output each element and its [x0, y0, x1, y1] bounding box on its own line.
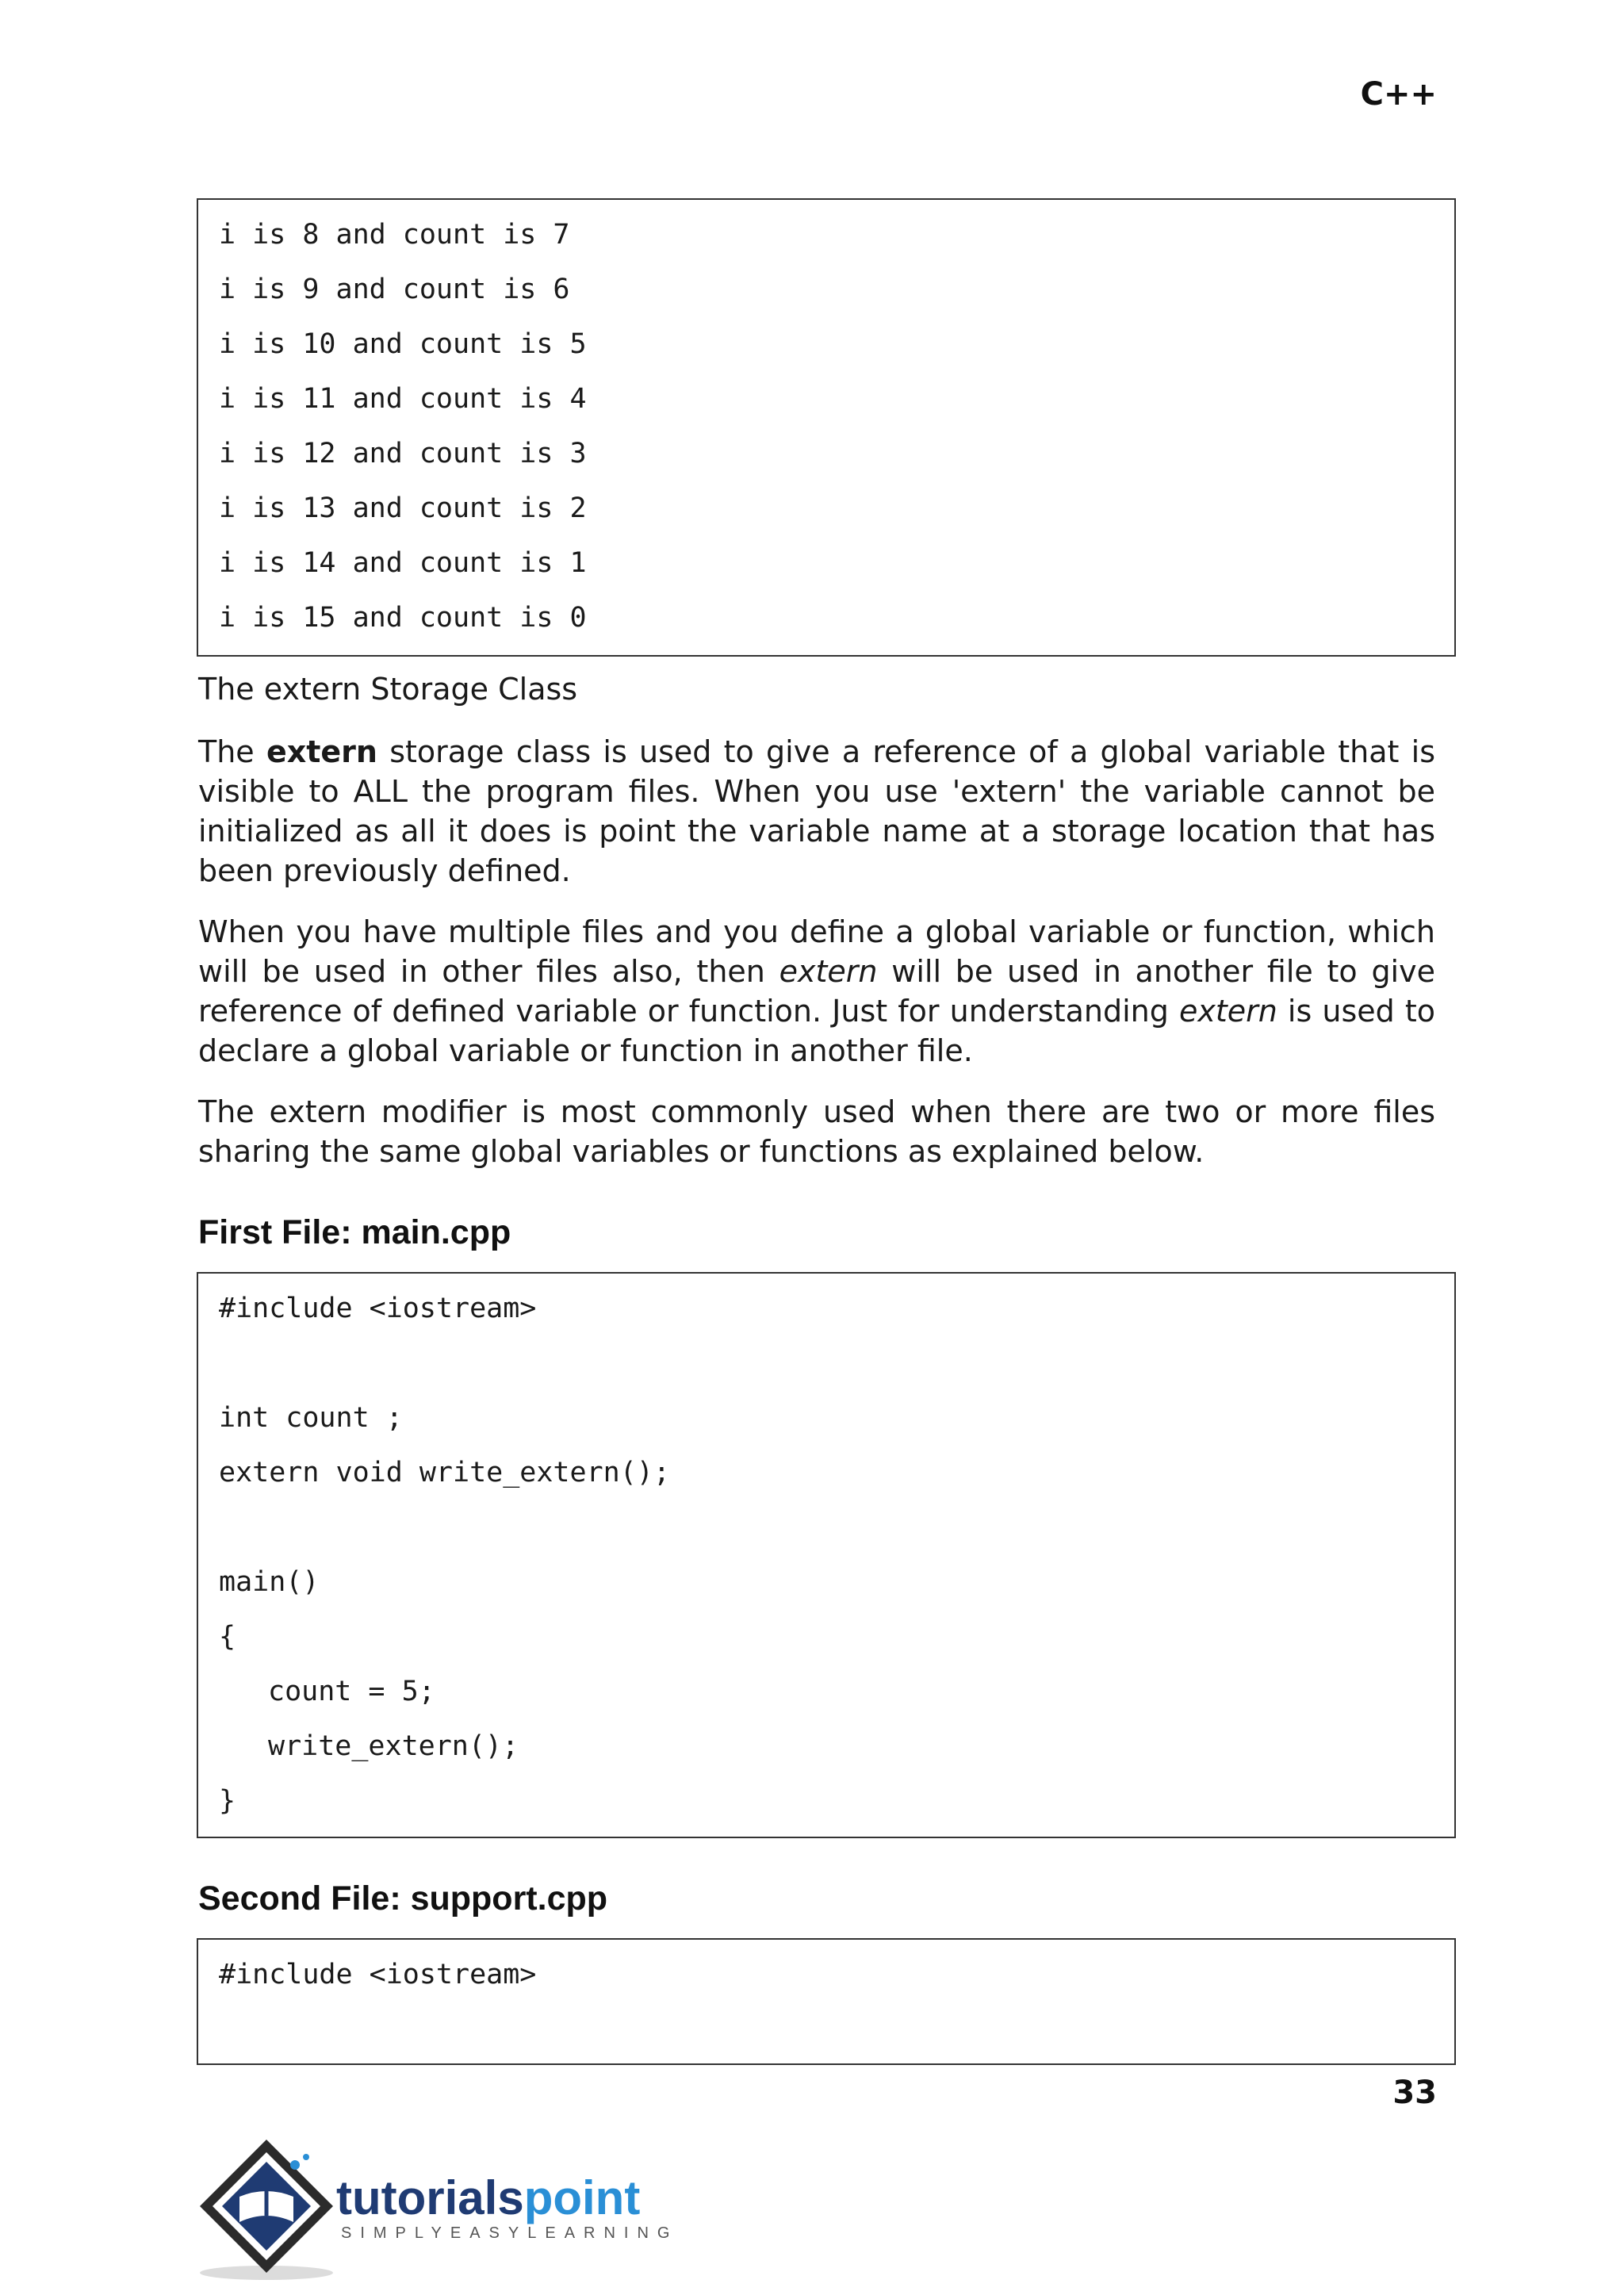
code-line: #include <iostream> [219, 1959, 537, 1990]
code-line: i is 14 and count is 1 [219, 547, 587, 579]
page-number: 33 [1392, 2075, 1437, 2111]
code-line-blank [219, 1507, 1454, 1561]
logo-brand-text: tutorials [336, 2171, 524, 2224]
code-line: } [219, 1785, 236, 1817]
code-line: int count ; [219, 1402, 403, 1434]
code-line: main() [219, 1566, 320, 1598]
code-line: write_extern(); [268, 1730, 519, 1762]
output-code-box [197, 198, 1456, 657]
main-cpp-code-box [197, 1272, 1456, 1838]
paragraph-modifier [198, 1092, 1435, 1171]
italic-keyword: extern [779, 954, 878, 989]
code-line-blank [219, 1343, 1454, 1397]
code-line: i is 11 and count is 4 [219, 383, 587, 415]
second-file-heading: Second File: support.cpp [198, 1879, 608, 1918]
tutorialspoint-logo [193, 2133, 685, 2284]
italic-keyword: extern [1178, 994, 1277, 1029]
paragraph-extern-intro [198, 732, 1435, 891]
paragraph-text: The [198, 734, 266, 769]
paragraph-multiple-files [198, 912, 1435, 1071]
code-line: count = 5; [268, 1676, 435, 1707]
support-cpp-code-box [197, 1938, 1456, 2065]
code-line: extern void write_extern(); [219, 1457, 670, 1488]
code-line: i is 15 and count is 0 [219, 602, 587, 634]
code-line: i is 12 and count is 3 [219, 438, 587, 469]
logo-tagline: SIMPLYEASYLEARNING [341, 2224, 679, 2242]
paragraph-text: When you have multiple files and you define a global variable or function, which will be used in other files also, then [198, 914, 1435, 989]
logo-dot [303, 2154, 309, 2160]
section-title: The extern Storage Class [198, 672, 578, 707]
code-line: { [219, 1621, 236, 1653]
logo-dot [290, 2160, 300, 2170]
svg-text:tutorialspoint [336, 2171, 640, 2224]
page-header-title: C++ [1360, 76, 1437, 113]
code-line: i is 13 and count is 2 [219, 492, 587, 524]
paragraph-text: is used to declare a global variable or function in another file. [198, 994, 1435, 1068]
paragraph-text: The extern modifier is most commonly used when there are two or more files sharing the same global variables or functions as explained below. [198, 1094, 1435, 1169]
code-line: i is 9 and count is 6 [219, 274, 570, 305]
paragraph-text: storage class is used to give a reference of a global variable that is visible to ALL the program files. When you use 'extern' the variable cannot be initialized as all it does is point the variable name at a storage location that has been previously defined. [198, 734, 1435, 888]
bold-keyword: extern [266, 734, 377, 769]
logo-brand-text-accent: point [523, 2171, 641, 2224]
first-file-heading: First File: main.cpp [198, 1213, 511, 1251]
code-line: #include <iostream> [219, 1293, 537, 1324]
paragraph-text: will be used in another file to give reference of defined variable or function. Just for understanding [198, 954, 1435, 1029]
code-line: i is 8 and count is 7 [219, 219, 570, 251]
code-line: i is 10 and count is 5 [219, 328, 587, 360]
